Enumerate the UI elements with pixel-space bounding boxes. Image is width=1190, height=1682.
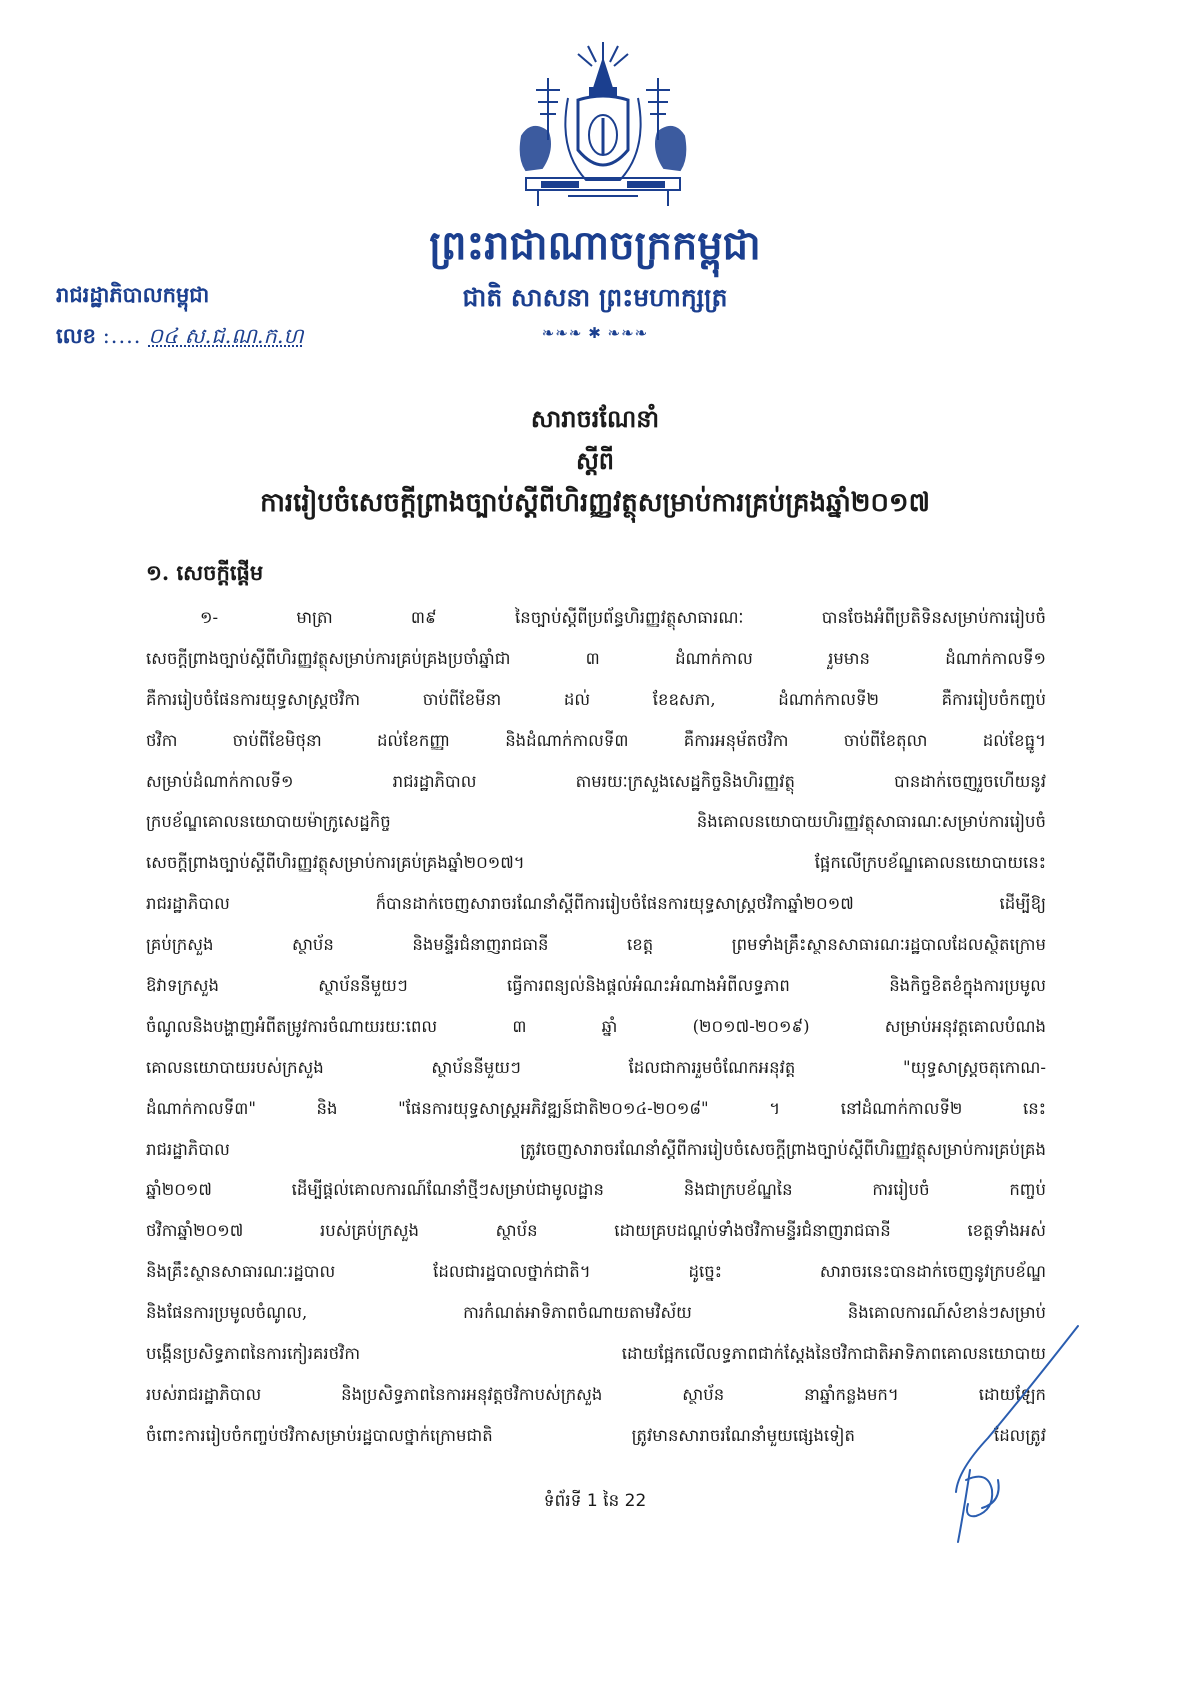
issuer-name: រាជរដ្ឋាភិបាលកម្ពុជា <box>56 282 210 307</box>
page-number: ទំព័រទី 1 នៃ 22 <box>543 1491 647 1511</box>
body-paragraph <box>146 598 1046 1457</box>
paragraph-line: រាជរដ្ឋាភិបាល ក៏បានដាក់ចេញសារាចរណែនាំស្តីពីការរៀបចំផែនការយុទ្ធសាស្ត្រថវិកាឆ្នាំ២០១៧ ដើម្បីឱ្យ <box>146 894 1046 914</box>
paragraph-line: បង្កើនប្រសិទ្ធភាពនៃការកៀរគរថវិកា ដោយផ្អែកលើលទ្ធភាពជាក់ស្តែងនៃថវិកាជាតិអាទិភាពគោលនយោបាយ <box>146 1344 1046 1364</box>
paragraph-line: សេចក្តីព្រាងច្បាប់ស្តីពីហិរញ្ញវត្ថុសម្រាប់ការគ្រប់គ្រងឆ្នាំ២០១៧។ ផ្អែកលើក្របខ័ណ្ឌគោលនយោបាយនេះ <box>146 853 1046 873</box>
royal-coat-of-arms <box>508 40 698 212</box>
document-number <box>56 323 304 354</box>
paragraph-line: រាជរដ្ឋាភិបាល ត្រូវចេញសារាចរណែនាំស្តីពីការរៀបចំសេចក្តីព្រាងច្បាប់ស្តីពីហិរញ្ញវត្ថុសម្រាប់ការគ្រប់គ្រង <box>146 1139 1046 1159</box>
title-line-3: ការរៀបចំសេចក្តីព្រាងច្បាប់ស្តីពីហិរញ្ញវត្ថុសម្រាប់ការគ្រប់គ្រងឆ្នាំ២០១៧ <box>260 488 930 518</box>
document-number-dots: :.... <box>102 324 142 348</box>
kingdom-title: ព្រះរាជាណាចក្រកម្ពុជា <box>429 222 761 269</box>
paragraph-line: ថវិកាឆ្នាំ២០១៧ របស់គ្រប់ក្រសួង ស្ថាប័ន ដោយគ្របដណ្តប់ទាំងថវិកាមន្ទីរជំនាញរាជធានី ខេត្តទាំងអស់ <box>146 1221 1046 1241</box>
paragraph-line: ឱវាទក្រសួង ស្ថាប័ននីមួយៗ ធ្វើការពន្យល់និងផ្តល់អំណះអំណាងអំពីលទ្ធភាព និងកិច្ចខិតខំក្នុងការប្រមូល <box>146 976 1046 996</box>
paragraph-line: របស់រាជរដ្ឋាភិបាល និងប្រសិទ្ធភាពនៃការអនុវត្តថវិកាបស់ក្រសួង ស្ថាប័ន នាឆ្នាំកន្លងមក។ ដោយឡែក <box>146 1384 1046 1404</box>
paragraph-line: និងផែនការប្រមូលចំណូល, ការកំណត់អាទិភាពចំណាយតាមវិស័យ និងគោលការណ៍សំខាន់ៗសម្រាប់ <box>146 1303 1046 1323</box>
signature-mark <box>918 1320 1088 1550</box>
section-heading: ១. សេចក្តីផ្តើម <box>146 560 264 585</box>
paragraph-line: ថវិកា ចាប់ពីខែមិថុនា ដល់ខែកញ្ញា និងដំណាក់កាលទី៣ គឺការអនុម័តថវិកា ចាប់ពីខែតុលា ដល់ខែធ្នូ។ <box>146 730 1046 750</box>
national-motto: ជាតិ សាសនា ព្រះមហាក្សត្រ <box>462 283 728 312</box>
paragraph-line: និងគ្រឹះស្ថានសាធារណៈរដ្ឋបាល ដែលជារដ្ឋបាលថ្នាក់ជាតិ។ ដូច្នេះ សារាចរនេះបានដាក់ចេញនូវក្របខ័ណ្ឌ <box>146 1262 1046 1282</box>
motto-ornament: ❧❧❧ ✱ ❧❧❧ <box>541 324 649 342</box>
paragraph-line: សម្រាប់ដំណាក់កាលទី១ រាជរដ្ឋាភិបាល តាមរយៈក្រសួងសេដ្ឋកិច្ចនិងហិរញ្ញវត្ថុ បានដាក់ចេញរួចហើយនូវ <box>146 771 1046 791</box>
paragraph-line: ចំពោះការរៀបចំកញ្ចប់ថវិកាសម្រាប់រដ្ឋបាលថ្នាក់ក្រោមជាតិ ត្រូវមានសារាចរណែនាំមួយផ្សេងទៀត ដែលត្រូវ <box>146 1425 1046 1445</box>
paragraph-line: ឆ្នាំ២០១៧ ដើម្បីផ្តល់គោលការណ៍ណែនាំថ្មីៗសម្រាប់ជាមូលដ្ឋាន និងជាក្របខ័ណ្ឌនៃ ការរៀបចំ កញ្ចប់ <box>146 1180 1046 1200</box>
paragraph-line: គោលនយោបាយរបស់ក្រសួង ស្ថាប័ននីមួយៗ ដែលជាការរួមចំណែកអនុវត្ត "យុទ្ធសាស្ត្រចតុកោណ- <box>146 1057 1046 1077</box>
paragraph-line: គឺការរៀបចំផែនការយុទ្ធសាស្ត្រថវិកា ចាប់ពីខែមីនា ដល់ ខែឧសភា, ដំណាក់កាលទី២ គឺការរៀបចំកញ្ចប់ <box>146 689 1046 709</box>
paragraph-line: គ្រប់ក្រសួង ស្ថាប័ន និងមន្ទីរជំនាញរាជធានី ខេត្ត ព្រមទាំងគ្រឹះស្ថានសាធារណៈរដ្ឋបាលដែលស្ថិតក្រោម <box>146 935 1046 955</box>
title-line-2: ស្តីពី <box>575 446 615 475</box>
document-number-value: ០៤ ស.ជ.ណ.ក.ហ <box>148 324 304 348</box>
paragraph-line: ចំណូលនិងបង្ហាញអំពីតម្រូវការចំណាយរយៈពេល ៣ ឆ្នាំ (២០១៧-២០១៩) សម្រាប់អនុវត្តគោលបំណង <box>146 1016 1046 1036</box>
title-line-1: សារាចរណែនាំ <box>530 404 660 433</box>
paragraph-line: ក្របខ័ណ្ឌគោលនយោបាយម៉ាក្រូសេដ្ឋកិច្ច និងគោលនយោបាយហិរញ្ញវត្ថុសាធារណៈសម្រាប់ការរៀបចំ <box>146 812 1046 832</box>
paragraph-line: ១- មាត្រា ៣៩ នៃច្បាប់ស្តីពីប្រព័ន្ធហិរញ្ញវត្ថុសាធារណៈ បានចែងអំពីប្រតិទិនសម្រាប់ការរៀបចំ <box>200 608 1046 627</box>
paragraph-line: ដំណាក់កាលទី៣" និង "ផែនការយុទ្ធសាស្ត្រអភិវឌ្ឍន៍ជាតិ២០១៤-២០១៨" ។ នៅដំណាក់កាលទី២ នេះ <box>146 1098 1046 1118</box>
paragraph-line: សេចក្តីព្រាងច្បាប់ស្តីពីហិរញ្ញវត្ថុសម្រាប់ការគ្រប់គ្រងប្រចាំឆ្នាំជា ៣ ដំណាក់កាល រួមមាន ដំណាក់កាលទី១ <box>146 648 1046 668</box>
document-title <box>0 398 1190 524</box>
document-number-label: លេខ <box>56 323 96 348</box>
